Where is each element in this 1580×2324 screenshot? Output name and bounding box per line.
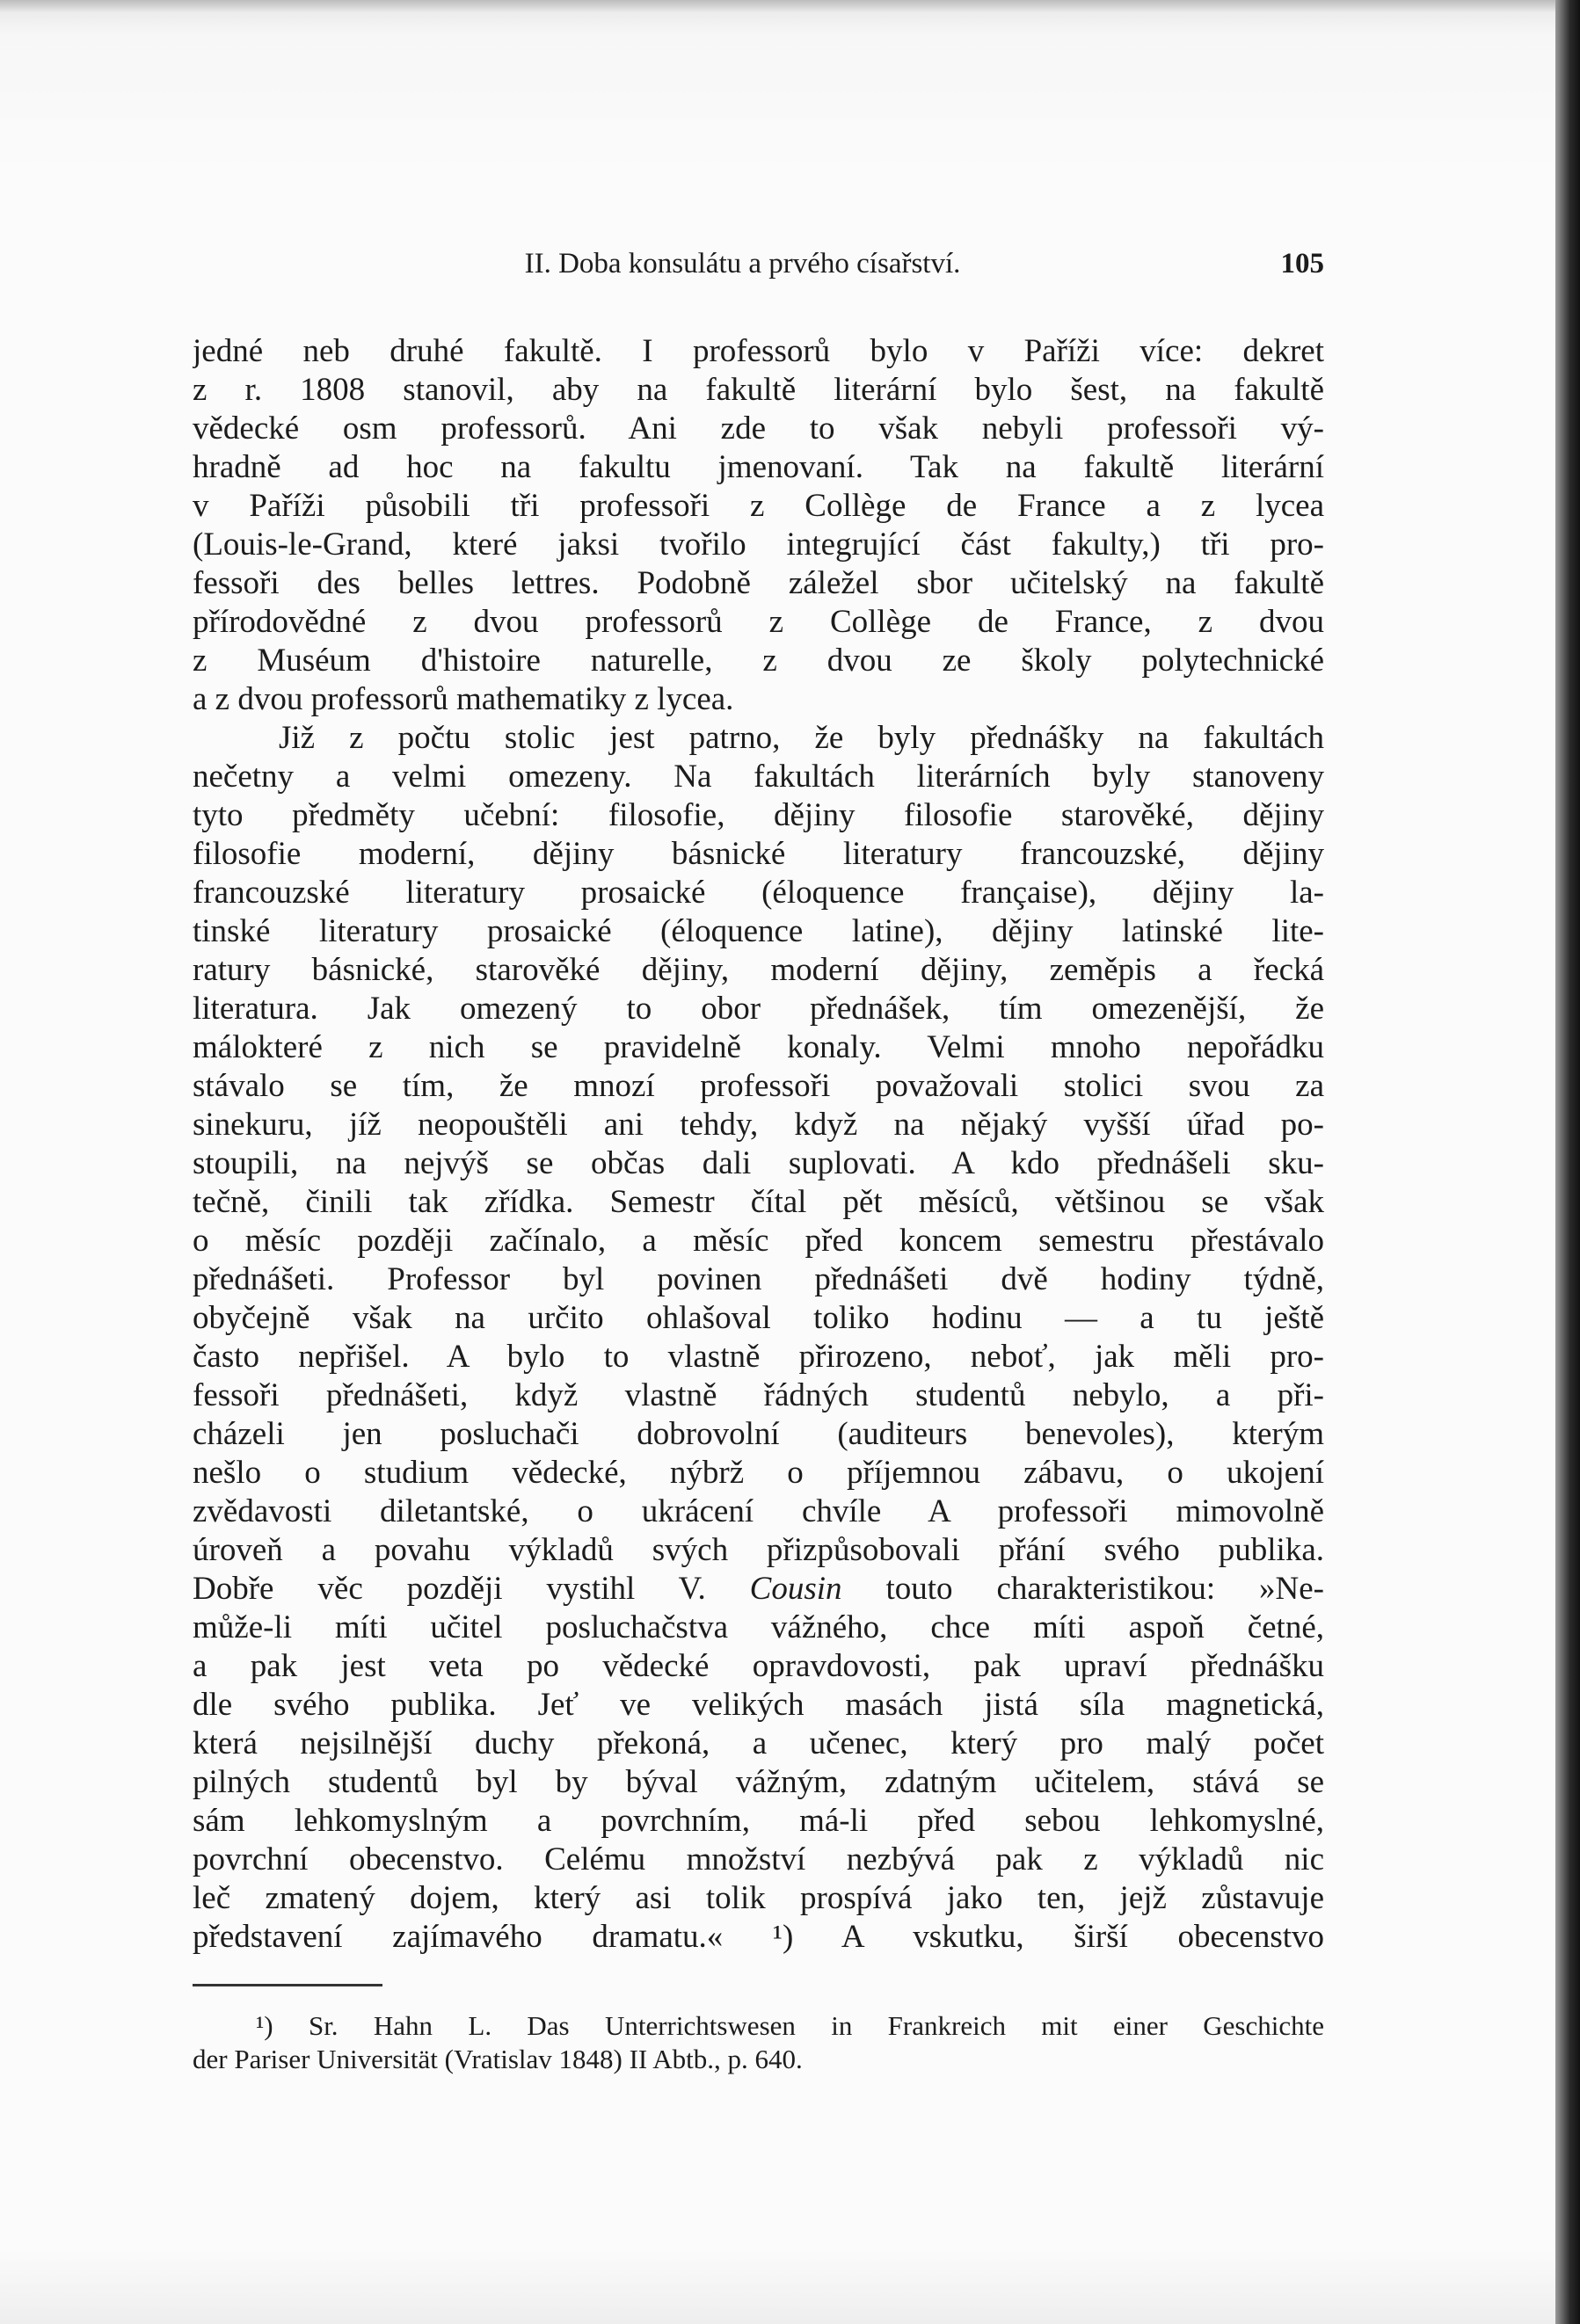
text-line: úroveň a povahu výkladů svých přizpůsobovali přání svého publika.: [193, 1532, 1324, 1568]
text-line: francouzské literatury prosaické (éloquence française), dějiny la-: [193, 875, 1324, 911]
text-line: stoupili, na nejvýš se občas dali suplovati. A kdo přednášeli sku-: [193, 1145, 1324, 1181]
paragraph: [193, 719, 1324, 1957]
text-line: vědecké osm professorů. Ani zde to však nebyli professoři vý-: [193, 410, 1324, 447]
text-line: málokteré z nich se pravidelně konaly. Velmi mnoho nepořádku: [193, 1029, 1324, 1065]
paragraph: [193, 332, 1324, 719]
text-line: tečně, činili tak zřídka. Semestr čítal pět měsíců, většinou se však: [193, 1184, 1324, 1220]
text-segment: touto charakteristikou: »Ne-: [841, 1571, 1324, 1607]
text-line: Již z počtu stolic jest patrno, že byly přednášky na fakultách: [279, 720, 1324, 756]
italic-name: Cousin: [749, 1571, 842, 1607]
running-header: [193, 248, 1324, 287]
text-line: sám lehkomyslným a povrchním, má-li před sebou lehkomyslné,: [193, 1803, 1324, 1839]
scan-top-edge: [0, 0, 1580, 12]
text-line: cházeli jen posluchači dobrovolní (auditeurs benevoles), kterým: [193, 1416, 1324, 1452]
text-line: z r. 1808 stanovil, aby na fakultě literární bylo šest, na fakultě: [193, 372, 1324, 408]
footnote-line: ¹) Sr. Hahn L. Das Unterrichtswesen in Frankreich mit einer Geschichte: [256, 2010, 1324, 2041]
text-line: literatura. Jak omezený to obor přednášek, tím omezenější, že: [193, 991, 1324, 1027]
text-line: dle svého publika. Jeť ve velikých masách jistá síla magnetická,: [193, 1687, 1324, 1723]
running-title: II. Doba konsulátu a prvého císařství.: [524, 248, 961, 280]
text-line: z Muséum d'histoire naturelle, z dvou ze školy polytechnické: [193, 643, 1324, 679]
text-line: může-li míti učitel posluchačstva vážného, chce míti aspoň četné,: [193, 1609, 1324, 1645]
text-line: jedné neb druhé fakultě. I professorů bylo v Paříži více: dekret: [193, 333, 1324, 369]
footnote-line: der Pariser Universität (Vratislav 1848) II Abtb., p. 640.: [193, 2044, 803, 2074]
text-line: sinekuru, jíž neopouštěli ani tehdy, když na nějaký vyšší úřad po-: [193, 1107, 1324, 1143]
text-line: [193, 1570, 1324, 1609]
text-line: často nepřišel. A bylo to vlastně přirozeno, neboť, jak měli pro-: [193, 1339, 1324, 1375]
text-line: která nejsilnější duchy překoná, a učenec, který pro malý počet: [193, 1725, 1324, 1761]
page-number: 105: [1280, 248, 1324, 280]
footnote: [193, 2009, 1324, 2076]
text-line: ratury básnické, starověké dějiny, moderní dějiny, zeměpis a řecká: [193, 952, 1324, 988]
text-line: v Paříži působili tři professoři z Collège de France a z lycea: [193, 488, 1324, 524]
text-line: hradně ad hoc na fakultu jmenovaní. Tak na fakultě literární: [193, 449, 1324, 485]
text-line: nešlo o studium vědecké, nýbrž o příjemnou zábavu, o ukojení: [193, 1455, 1324, 1491]
text-line: zvědavosti diletantské, o ukrácení chvíle A professoři mimovolně: [193, 1493, 1324, 1529]
text-line: filosofie moderní, dějiny básnické literatury francouzské, dějiny: [193, 836, 1324, 872]
text-line: o měsíc později začínalo, a měsíc před koncem semestru přestávalo: [193, 1223, 1324, 1259]
text-line: fessoři des belles lettres. Podobně záležel sbor učitelský na fakultě: [193, 565, 1324, 601]
footnote-separator: [193, 1984, 382, 1986]
body-text: [193, 332, 1324, 1957]
text-line: tyto předměty učební: filosofie, dějiny filosofie starověké, dějiny: [193, 797, 1324, 833]
text-line: a pak jest veta po vědecké opravdovosti, pak upraví přednášku: [193, 1648, 1324, 1684]
text-line: nečetny a velmi omezeny. Na fakultách literárních byly stanoveny: [193, 759, 1324, 795]
text-line: pilných studentů byl by býval vážným, zdatným učitelem, stává se: [193, 1764, 1324, 1800]
text-line: tinské literatury prosaické (éloquence latine), dějiny latinské lite-: [193, 913, 1324, 949]
text-line: a z dvou professorů mathematiky z lycea.: [193, 681, 734, 717]
text-segment: Dobře věc později vystihl V.: [193, 1571, 750, 1607]
text-line: leč zmatený dojem, který asi tolik prospívá jako ten, jejž zůstavuje: [193, 1880, 1324, 1916]
text-line: přednášeti. Professor byl povinen přednášeti dvě hodiny týdně,: [193, 1261, 1324, 1297]
text-line: představení zajímavého dramatu.« ¹) A vskutku, širší obecenstvo: [193, 1919, 1324, 1955]
text-line: (Louis-le-Grand, které jaksi tvořilo integrující část fakulty,) tři pro-: [193, 527, 1324, 563]
text-line: fessoři přednášeti, když vlastně řádných studentů nebylo, a při-: [193, 1377, 1324, 1413]
text-line: přírodovědné z dvou professorů z Collège de France, z dvou: [193, 604, 1324, 640]
scan-right-edge: [1555, 0, 1580, 2324]
text-line: stávalo se tím, že mnozí professoři považovali stolici svou za: [193, 1068, 1324, 1104]
text-line: povrchní obecenstvo. Celému množství nezbývá pak z výkladů nic: [193, 1841, 1324, 1877]
text-line: obyčejně však na určito ohlašoval toliko hodinu — a tu ještě: [193, 1300, 1324, 1336]
